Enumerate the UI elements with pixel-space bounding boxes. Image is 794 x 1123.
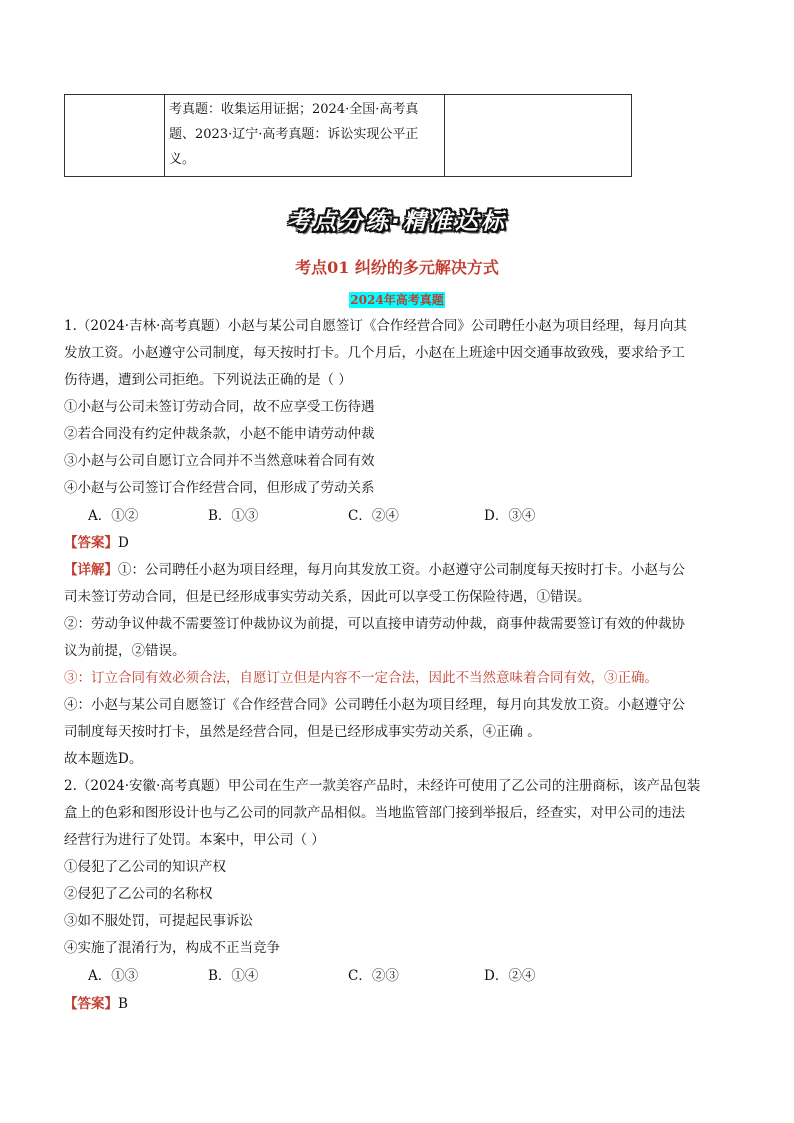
q2-answer: [64, 991, 724, 1018]
q1-answer: [64, 530, 724, 557]
q2-option-d: D．②④: [484, 968, 536, 984]
q1-statement: ③小赵与公司自愿订立合同并不当然意味着合同有效: [64, 453, 375, 469]
detail-label: 【详解】: [64, 562, 118, 578]
q2-statement: ①侵犯了乙公司的知识产权: [64, 859, 226, 875]
answer-label: 【答案】: [64, 535, 118, 551]
q1-option-d: D．③④: [484, 508, 536, 524]
table-line: 义。: [169, 152, 196, 167]
subsection-title: 2024年高考真题: [350, 293, 444, 307]
q2-option-b: B．①④: [208, 968, 259, 984]
top-table: [64, 94, 632, 177]
table-cell-empty-left: [65, 95, 165, 177]
detail-text: ①：公司聘任小赵为项目经理，每月向其发放工资。小赵遵守公司制度每天按时打卡。小赵与公: [118, 562, 685, 578]
q1-detail-line: ②：劳动争议仲裁不需要签订仲裁协议为前提，可以直接申请劳动仲裁，商事仲裁需要签订有效的仲裁协: [64, 616, 685, 632]
q1-stem-line: 1.（2024·吉林·高考真题）小赵与某公司自愿签订《合作经营合同》公司聘任小赵为项目经理，每月向其: [64, 318, 687, 334]
table-line: 考真题：收集运用证据；2024·全国·高考真: [169, 102, 419, 117]
q1-detail-line: ④：小赵与某公司自愿签订《合作经营合同》公司聘任小赵为项目经理，每月向其发放工资。小赵遵守公: [64, 697, 685, 713]
table-line: 题、2023·辽宁·高考真题：诉讼实现公平正: [169, 127, 419, 142]
section-title: 考点01 纠纷的多元解决方式: [295, 258, 499, 277]
table-cell-empty-right: [445, 95, 632, 177]
table-cell-text: [165, 95, 445, 177]
q2-option-c: C．②③: [348, 968, 399, 984]
q1-statement: ①小赵与公司未签订劳动合同，故不应享受工伤待遇: [64, 399, 375, 415]
q2-statement: ③如不服处罚，可提起民事诉讼: [64, 913, 253, 929]
q2-stem-line: 盒上的色彩和图形设计也与乙公司的同款产品相似。当地监管部门接到举报后，经查实，对甲公司的违法: [64, 805, 685, 821]
q1-detail-line-highlight: ③：订立合同有效必须合法，自愿订立但是内容不一定合法，因此不当然意味着合同有效，③正确。: [64, 670, 658, 686]
q1-detail-line: 故本题选D。: [64, 751, 143, 767]
q1-detail-line: 议为前提，②错误。: [64, 643, 186, 659]
q1-option-b: B．①③: [208, 508, 259, 524]
q2-stem-line: 经营行为进行了处罚。本案中，甲公司（ ）: [64, 832, 325, 848]
answer-value: D: [118, 535, 129, 551]
q2-statement: ②侵犯了乙公司的名称权: [64, 886, 213, 902]
q1-stem-line: 伤待遇，遭到公司拒绝。下列说法正确的是（ ）: [64, 372, 352, 388]
q1-stem-line: 发放工资。小赵遵守公司制度，每天按时打卡。几个月后，小赵在上班途中因交通事故致残，要求给予工: [64, 345, 685, 361]
q2-statement: ④实施了混淆行为，构成不正当竞争: [64, 940, 280, 956]
q1-statement: ④小赵与公司签订合作经营合同，但形成了劳动关系: [64, 480, 375, 496]
section-banner: 考点分练·精准达标: [287, 209, 507, 235]
answer-value: B: [118, 996, 128, 1012]
q1-detail-line: 司未签订劳动合同，但是已经形成事实劳动关系，因此可以享受工伤保险待遇，①错误。: [64, 589, 591, 605]
answer-label: 【答案】: [64, 996, 118, 1012]
q1-option-a: A．①②: [88, 508, 139, 524]
q1-statement: ②若合同没有约定仲裁条款，小赵不能申请劳动仲裁: [64, 426, 375, 442]
q1-detail-line: 司制度每天按时打卡，虽然是经营合同，但是已经形成事实劳动关系，④正确 。: [64, 724, 541, 740]
q2-option-a: A．①③: [88, 968, 139, 984]
q1-detail-line: [64, 557, 724, 584]
q2-stem-line: 2.（2024·安徽·高考真题）甲公司在生产一款美容产品时，未经许可使用了乙公司的注册商标，该产品包装: [64, 778, 701, 794]
q1-option-c: C．②④: [348, 508, 399, 524]
